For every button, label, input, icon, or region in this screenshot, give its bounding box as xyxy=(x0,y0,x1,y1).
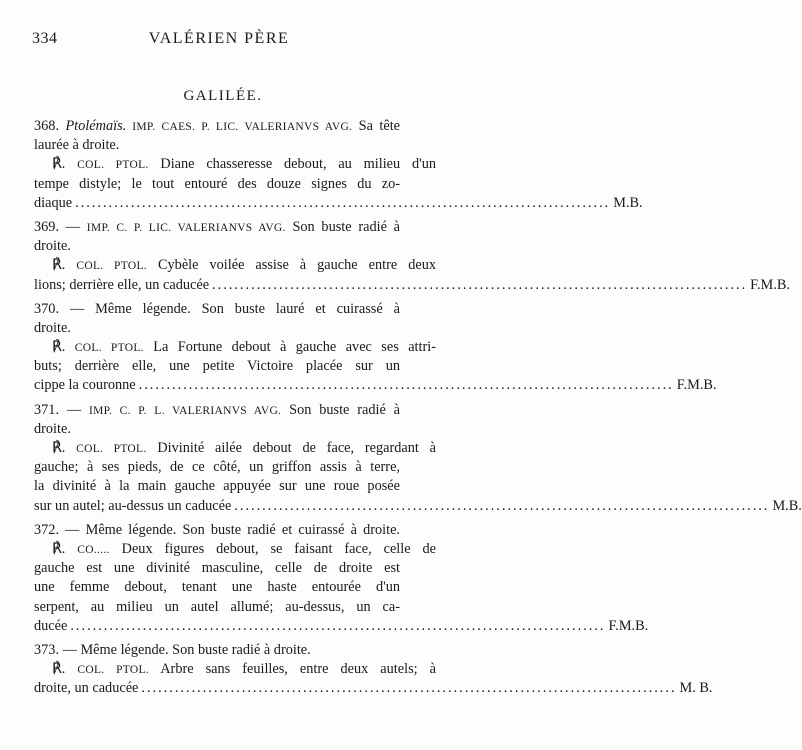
size-note: F.M.B. xyxy=(608,617,649,634)
coin-legend: CO..... xyxy=(77,543,110,556)
coin-entry xyxy=(0,641,713,699)
obverse-line: 370. — Même légende. Son buste lauré et cuirassé à xyxy=(34,300,400,317)
section-title: GALILÉE. xyxy=(183,88,263,104)
reverse-line: cippe la couronne ................................................................................................ F.M.B. xyxy=(0,376,446,395)
coin-entry xyxy=(0,117,643,213)
reverse-line: ℟. COL. PTOL. Arbre sans feuilles, entre deux autels; à xyxy=(52,661,436,678)
size-note: F.M.B. xyxy=(676,377,717,394)
reverse-line: ℟. COL. PTOL. Divinité ailée debout de face, regardant à xyxy=(52,440,436,456)
leader-dots: ................................................................................................ xyxy=(70,617,606,634)
size-note: M. B. xyxy=(679,680,713,697)
coin-legend: COL. PTOL. xyxy=(76,260,147,273)
reverse-line: gauche est une divinité masculine, celle de droite est xyxy=(34,560,400,577)
coin-legend: COL. PTOL. xyxy=(74,342,144,355)
obverse-line: 372. — Même légende. Son buste radié et cuirassé à droite. xyxy=(34,521,400,538)
reverse-line: ℟. COL. PTOL. Diane chasseresse debout, au milieu d'un xyxy=(52,156,436,173)
obverse-line: 371. — IMP. C. P. L. VALERIANVS AVG. Son buste radié à xyxy=(34,401,400,418)
coin-legend: COL. PTOL. xyxy=(76,443,147,455)
leader-dots: ................................................................................................ xyxy=(141,680,677,697)
reverse-line: lions; derrière elle, un caducée ................................................................................................ F.M.B. xyxy=(0,276,446,295)
obverse-line: droite. xyxy=(34,238,71,255)
coin-legend: COL. PTOL. xyxy=(77,159,149,172)
coin-entry xyxy=(0,401,802,516)
reverse-line: tempe distyle; le tout entouré des douze signes du zo- xyxy=(34,175,400,192)
obverse-line: droite. xyxy=(34,319,71,336)
reverse-line: ℟. COL. PTOL. Cybèle voilée assise à gauche entre deux xyxy=(52,257,437,274)
coin-legend: IMP. CAES. P. LIC. VALERIANVS AVG. xyxy=(126,121,353,133)
obverse-line: laurée à droite. xyxy=(34,137,120,154)
coin-legend: IMP. C. P. LIC. VALERIANVS AVG. xyxy=(86,221,286,234)
reverse-line: ducée ................................................................................................ F.M.B. xyxy=(0,617,446,636)
reverse-line: serpent, au milieu un autel allumé; au-dessus, un ca- xyxy=(34,598,400,615)
leader-dots: ................................................................................................ xyxy=(138,377,674,394)
reverse-line: sur un autel; au-dessus un caducée ................................................................................................ M.B. xyxy=(0,497,446,516)
reverse-line: la divinité à la main gauche appuyée sur une roue posée xyxy=(34,478,400,495)
coin-legend: IMP. C. P. L. VALERIANVS AVG. xyxy=(88,404,282,417)
coin-legend: COL. PTOL. xyxy=(77,664,149,677)
reverse-line: buts; derrière elle, une petite Victoire placée sur un xyxy=(34,358,400,375)
reverse-line: diaque ................................................................................................ M.B. xyxy=(0,194,446,213)
reverse-line: gauche; à ses pieds, de ce côté, un griffon assis à terre, xyxy=(34,459,400,476)
catalogue-body xyxy=(0,117,802,703)
size-note: M.B. xyxy=(772,497,802,514)
leader-dots: ................................................................................................ xyxy=(75,194,611,211)
leader-dots: ................................................................................................ xyxy=(212,276,748,293)
reverse-line: ℟. CO..... Deux figures debout, se faisant face, celle de xyxy=(52,540,436,557)
page-number: 334 xyxy=(32,30,58,47)
reverse-line: ℟. COL. PTOL. La Fortune debout à gauche avec ses attri- xyxy=(52,339,436,356)
coin-entry xyxy=(0,218,790,295)
size-note: F.M.B. xyxy=(750,276,790,293)
coin-entry xyxy=(0,300,717,396)
obverse-line: droite. xyxy=(34,420,71,437)
leader-dots: ................................................................................................ xyxy=(234,497,770,514)
running-head: VALÉRIEN PÈRE xyxy=(148,30,290,47)
coin-entry xyxy=(0,521,649,636)
obverse-line: 373. — Même légende. Son buste radié à droite. xyxy=(34,641,311,658)
obverse-line: 369. — IMP. C. P. LIC. VALERIANVS AVG. Son buste radié à xyxy=(34,218,400,235)
page-header xyxy=(32,30,406,50)
reverse-line: une femme debout, tenant une haste entourée d'un xyxy=(34,579,400,596)
city-name: Ptolémaïs. xyxy=(65,118,127,134)
reverse-line: droite, un caducée ................................................................................................ M. B. xyxy=(0,679,446,698)
obverse-line: 368. Ptolémaïs. IMP. CAES. P. LIC. VALERIANVS AVG. Sa tête xyxy=(34,118,401,134)
size-note: M.B. xyxy=(613,194,643,211)
